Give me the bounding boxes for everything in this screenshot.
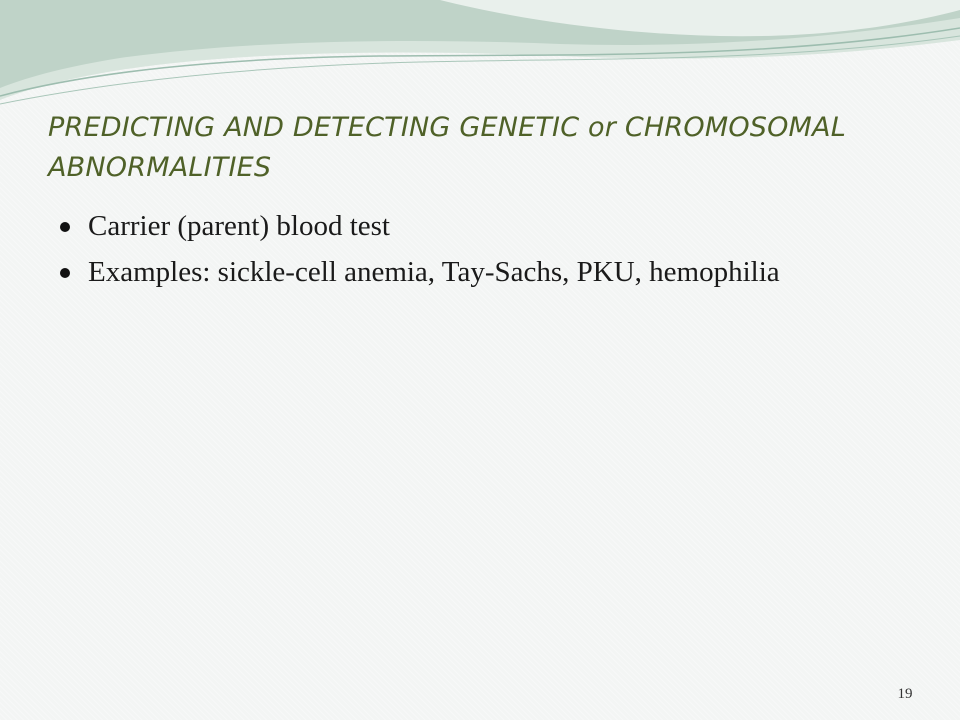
bullet-text: Examples: sickle-cell anemia, Tay-Sachs, PKU, hemophilia [88,256,780,288]
bullet-list [60,208,880,300]
bullet-dot-icon [60,222,70,232]
bullet-item [60,254,880,290]
bullet-text: Carrier (parent) blood test [88,210,390,242]
page-number: 19 [897,686,913,702]
decorative-wave-header [0,0,960,110]
bullet-item [60,208,880,244]
slide-title: PREDICTING AND DETECTING GENETIC or CHROMOSOMAL ABNORMALITIES [48,112,846,183]
bullet-dot-icon [60,268,70,278]
